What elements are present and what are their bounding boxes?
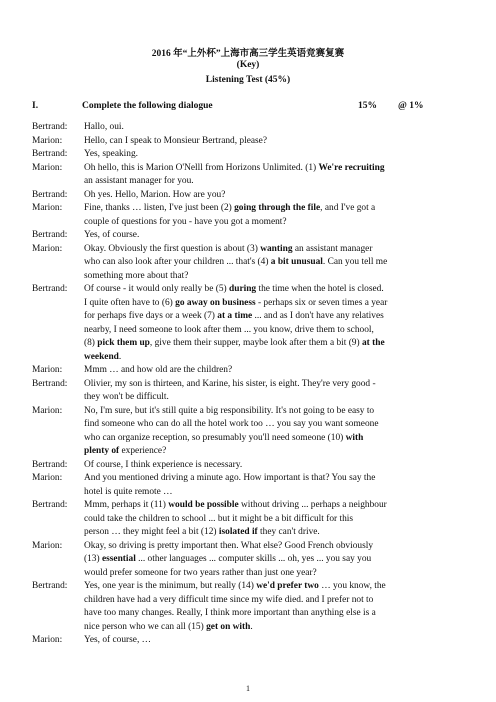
dialogue-text: children have had a very difficult time since my wife died. and I prefer not to (84, 594, 374, 605)
utterance-line (84, 189, 462, 203)
speaker-label: Marion: (32, 203, 63, 213)
utterance-line (84, 526, 462, 540)
utterance (84, 243, 462, 284)
utterance-line (84, 634, 462, 648)
dialogue-text: Oh yes. Hello, Marion. How are you? (84, 189, 226, 200)
dialogue-turn (32, 459, 462, 473)
utterance (84, 148, 462, 162)
answer-text: at a time (217, 311, 253, 321)
utterance-line (84, 162, 462, 176)
utterance-line (84, 148, 462, 162)
speaker-label: Bertrand: (32, 122, 68, 132)
utterance-line (84, 202, 462, 216)
utterance-line (84, 621, 462, 635)
section-per-item: @ 1% (398, 101, 424, 111)
utterance-line (84, 121, 462, 135)
dialogue-turn (32, 580, 462, 634)
answer-text: we'd prefer two (256, 581, 319, 591)
utterance-line (84, 378, 462, 392)
dialogue-turn (32, 121, 462, 135)
utterance (84, 378, 462, 405)
dialogue-turn (32, 189, 462, 203)
dialogue-text: couple of questions for you - have you got a moment? (84, 216, 287, 227)
speaker-label: Marion: (32, 162, 63, 173)
dialogue-text: Yes, of course, … (84, 635, 152, 645)
answer-text: essential (101, 554, 136, 564)
utterance-line (84, 513, 462, 527)
dialogue-text: (8) (84, 338, 98, 348)
utterance-line (84, 175, 462, 189)
dialogue-text: Yes, of course. (84, 230, 140, 240)
dialogue-text: the time when the hotel is closed. (256, 284, 384, 294)
dialogue-text: And you mentioned driving a minute ago. How important is that? You say the (84, 473, 376, 483)
dialogue-text: nearby, I need someone to look after them ... you know, drive them to school, (84, 324, 374, 335)
answer-text: with (345, 432, 364, 443)
utterance-line (84, 594, 462, 608)
test-title: Listening Test (45%) (205, 75, 291, 85)
dialogue-text: Oh hello, this is Marion O'Nelll from Horizons Unlimited. (1) (84, 162, 319, 173)
dialogue-turn (32, 472, 462, 499)
answer-text: plenty of (84, 446, 120, 456)
utterance (84, 634, 462, 648)
dialogue-text: who can also look after your children ... that's (4) (84, 257, 271, 267)
utterance-line (84, 553, 462, 567)
dialogue-text: an assistant manager (292, 243, 373, 254)
speaker-label: Marion: (32, 635, 63, 645)
dialogue-text: . (118, 351, 122, 362)
dialogue-text: … you know, the (318, 581, 386, 591)
dialogue-turn (32, 162, 462, 189)
utterance-line (84, 135, 462, 149)
utterance (84, 472, 462, 499)
dialogue-text: find someone who can do all the hotel work too … you say you want someone (84, 419, 379, 429)
dialogue-turn (32, 364, 462, 378)
dialogue-turn (32, 202, 462, 229)
dialogue-text: for perhaps five days or a week (7) (84, 311, 218, 321)
speaker-label: Marion: (32, 243, 63, 254)
dialogue-turn (32, 148, 462, 162)
key-label: (Key) (236, 60, 260, 70)
dialogue-text: , give them their supper, maybe look after them a bit (9) (149, 338, 362, 348)
answer-text: We're recruiting (318, 162, 385, 173)
utterance-line (84, 486, 462, 500)
utterance-line (84, 256, 462, 270)
speaker-label: Bertrand: (32, 500, 68, 510)
answer-text: weekend (84, 351, 119, 362)
utterance-line (84, 540, 462, 554)
speaker-label: Marion: (32, 365, 63, 375)
utterance-line (84, 418, 462, 432)
utterance-line (84, 499, 462, 513)
dialogue-text: would prefer someone for two years rather than just one year? (84, 567, 317, 578)
section-percent: 15% (358, 101, 377, 111)
utterance-line (84, 364, 462, 378)
utterance-line (84, 229, 462, 243)
dialogue-text: Hallo, oui. (84, 122, 124, 132)
utterance-line (84, 580, 462, 594)
answer-text: isolated if (218, 527, 258, 537)
utterance-line (84, 472, 462, 486)
utterance-line (84, 310, 462, 324)
answer-text: wanting (260, 243, 293, 254)
utterance (84, 364, 462, 378)
answer-text: would be possible (168, 500, 239, 510)
speaker-label: Bertrand: (32, 230, 68, 240)
dialogue-text: something more about that? (84, 270, 189, 281)
dialogue-text: Of course, I think experience is necessary. (84, 459, 243, 470)
utterance-line (84, 405, 462, 419)
utterance (84, 202, 462, 229)
dialogue-text: an assistant manager for you. (84, 176, 194, 186)
dialogue-text: ... and as I don't have any relatives (252, 311, 384, 321)
utterance-line (84, 567, 462, 581)
dialogue-text: Of course - it would only really be (5) (84, 284, 230, 294)
dialogue-text: Mmm … and how old are the children? (84, 365, 233, 375)
dialogue-text: have too many changes. Really, I think more important than anything else is a (84, 608, 376, 618)
dialogue-text: Hello, can I speak to Monsieur Bertrand, please? (84, 135, 268, 146)
dialogue-text: (13) (84, 554, 102, 564)
utterance (84, 135, 462, 149)
utterance (84, 580, 462, 634)
speaker-label: Bertrand: (32, 284, 68, 294)
answer-text: during (229, 284, 257, 294)
utterance (84, 540, 462, 581)
dialogue-text: without driving ... perhaps a neighbour (238, 500, 387, 510)
document-title: 2016 年“上外杯”上海市高三学生英语竞赛复赛 (151, 49, 345, 59)
dialogue-text: could take the children to school ... but it might be a bit difficult for this (84, 513, 354, 524)
utterance-line (84, 607, 462, 621)
utterance (84, 229, 462, 243)
utterance-line (84, 283, 462, 297)
utterance-line (84, 459, 462, 473)
speaker-label: Bertrand: (32, 378, 68, 389)
utterance-line (84, 270, 462, 284)
answer-text: at the (361, 338, 385, 348)
dialogue-turn (32, 229, 462, 243)
dialogue-turn (32, 378, 462, 405)
utterance (84, 405, 462, 459)
dialogue-text: person … they might feel a bit (12) (84, 527, 219, 537)
utterance (84, 499, 462, 540)
dialogue-text: who can organize reception, so presumably you'll need someone (10) (84, 432, 346, 443)
page-number: 1 (246, 684, 250, 693)
dialogue-text: I quite often have to (6) (84, 297, 176, 308)
dialogue-text: nice person who we can all (15) (84, 621, 207, 632)
utterance (84, 121, 462, 135)
dialogue-text: they won't be difficult. (84, 392, 169, 402)
section-number: I. (32, 101, 39, 111)
dialogue-text: Mmm, perhaps it (11) (84, 500, 169, 510)
dialogue-turn (32, 243, 462, 284)
dialogue-text: they can't drive. (257, 527, 320, 537)
dialogue-text: Yes, one year is the minimum, but really (14) (84, 581, 257, 591)
speaker-label: Marion: (32, 473, 63, 483)
answer-text: pick them up (97, 338, 150, 348)
speaker-label: Bertrand: (32, 459, 68, 470)
speaker-label: Marion: (32, 540, 63, 551)
dialogue-text: , and I've got a (320, 203, 376, 213)
dialogue-text: ... other languages ... computer skills ... oh, yes ... you say you (135, 554, 372, 564)
speaker-label: Marion: (32, 405, 63, 416)
dialogue-text: Okay, so driving is pretty important then. What else? Good French obviously (84, 540, 374, 551)
utterance-line (84, 324, 462, 338)
dialogue-turn (32, 540, 462, 581)
dialogue-text: experience? (119, 446, 167, 456)
utterance-line (84, 391, 462, 405)
utterance (84, 189, 462, 203)
dialogue-turn (32, 405, 462, 459)
dialogue-text: - perhaps six or seven times a year (255, 297, 388, 308)
dialogue-text: Olivier, my son is thirteen, and Karine, his sister, is eight. They're very good - (84, 378, 376, 389)
dialogue (32, 121, 462, 648)
speaker-label: Bertrand: (32, 189, 68, 200)
dialogue-turn (32, 499, 462, 540)
utterance-line (84, 216, 462, 230)
dialogue-text: . Can you tell me (322, 257, 388, 267)
section-instruction: Complete the following dialogue (82, 101, 213, 111)
utterance (84, 162, 462, 189)
speaker-label: Bertrand: (32, 149, 68, 159)
utterance-line (84, 243, 462, 257)
answer-text: going through the file (234, 203, 321, 213)
utterance (84, 283, 462, 364)
utterance-line (84, 445, 462, 459)
dialogue-text: . (250, 621, 253, 632)
utterance (84, 459, 462, 473)
dialogue-turn (32, 283, 462, 364)
dialogue-text: Okay. Obviously the first question is about (3) (84, 243, 261, 254)
utterance-line (84, 337, 462, 351)
answer-text: a bit unusual (270, 257, 323, 267)
speaker-label: Marion: (32, 135, 63, 146)
utterance-line (84, 351, 462, 365)
dialogue-text: Yes, speaking. (84, 149, 138, 159)
dialogue-turn (32, 634, 462, 648)
utterance-line (84, 297, 462, 311)
dialogue-text: No, I'm sure, but it's still quite a big responsibility. It's not going to be easy to (84, 405, 375, 416)
answer-text: get on with (206, 621, 251, 632)
utterance-line (84, 432, 462, 446)
speaker-label: Bertrand: (32, 581, 68, 591)
dialogue-turn (32, 135, 462, 149)
dialogue-text: hotel is quite remote … (84, 486, 173, 497)
dialogue-text: Fine, thanks … listen, I've just been (2) (84, 203, 235, 213)
answer-text: go away on business (175, 297, 256, 308)
